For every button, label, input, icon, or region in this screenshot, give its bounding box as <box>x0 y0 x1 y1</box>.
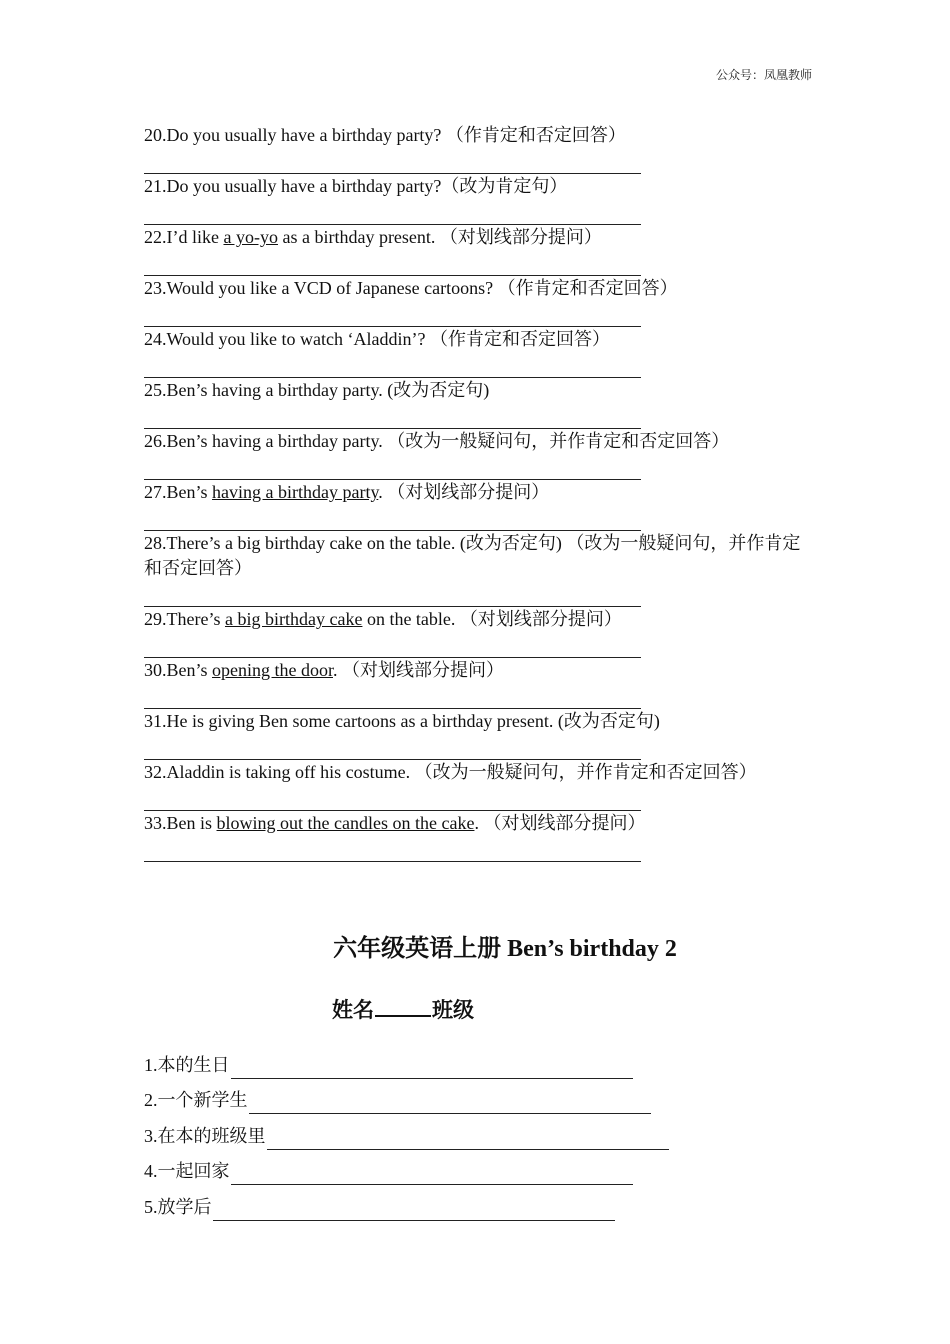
question-prefix: 33.Ben is <box>144 813 217 833</box>
question-prefix: 28.There’s a big birthday cake on the table. (改为否定句) <box>144 533 567 553</box>
question-item <box>144 225 814 276</box>
question-text <box>144 429 814 454</box>
answer-line[interactable] <box>144 683 641 709</box>
question-item <box>144 760 814 811</box>
question-prefix: 27.Ben’s <box>144 482 213 502</box>
question-prefix: 21.Do you usually have a birthday party? <box>144 176 442 196</box>
question-item <box>144 378 814 429</box>
vocab-list <box>144 1043 669 1221</box>
vocab-item <box>144 1185 669 1221</box>
answer-line[interactable] <box>144 352 641 378</box>
answer-line[interactable] <box>144 632 641 658</box>
answer-line[interactable] <box>144 199 641 225</box>
question-item <box>144 276 814 327</box>
instruction-note: （作肯定和否定回答） <box>497 278 678 298</box>
section-title: 六年级英语上册 Ben’s birthday 2 <box>333 936 677 962</box>
question-item <box>144 658 814 709</box>
answer-line[interactable] <box>144 581 641 607</box>
instruction-note: （对划线部分提问） <box>387 482 550 502</box>
question-text <box>144 327 814 352</box>
question-prefix: 31.He is giving Ben some cartoons as a birthday present. (改为否定句) <box>144 711 660 731</box>
vocab-answer-line[interactable] <box>231 1164 633 1185</box>
question-prefix: 30.Ben’s <box>144 660 213 680</box>
answer-line[interactable] <box>144 403 641 429</box>
question-suffix: . <box>333 660 342 680</box>
vocab-label: 4.一起回家 <box>144 1161 230 1181</box>
answer-line[interactable] <box>144 148 641 174</box>
vocab-label: 1.本的生日 <box>144 1054 230 1075</box>
question-text <box>144 531 814 581</box>
vocab-answer-line[interactable] <box>249 1093 651 1114</box>
vocab-answer-line[interactable] <box>267 1129 669 1150</box>
vocab-item <box>144 1150 669 1186</box>
question-list <box>144 123 814 862</box>
instruction-note: （改为一般疑问句，并作肯定和否定回答） <box>387 431 730 451</box>
question-prefix: 22.I’d like <box>144 227 224 247</box>
question-prefix: 26.Ben’s having a birthday party. <box>144 431 388 451</box>
question-text <box>144 276 814 301</box>
answer-line[interactable] <box>144 836 641 862</box>
question-item <box>144 123 814 174</box>
instruction-note: （作肯定和否定回答） <box>445 125 626 145</box>
vocab-item <box>144 1079 669 1115</box>
name-blank[interactable] <box>375 995 431 1017</box>
question-text <box>144 760 814 785</box>
vocab-answer-line[interactable] <box>213 1200 615 1221</box>
instruction-note: （对划线部分提问） <box>483 813 646 833</box>
question-text <box>144 658 814 683</box>
answer-line[interactable] <box>144 454 641 480</box>
question-prefix: 32.Aladdin is taking off his costume. <box>144 762 415 782</box>
class-label: 班级 <box>432 998 474 1022</box>
question-text <box>144 480 814 505</box>
answer-line[interactable] <box>144 505 641 531</box>
question-text <box>144 225 814 250</box>
question-item <box>144 607 814 658</box>
instruction-note: （对划线部分提问） <box>342 660 504 680</box>
underlined-phrase: having a birthday party <box>212 482 379 502</box>
name-label: 姓名 <box>332 998 374 1022</box>
vocab-answer-line[interactable] <box>231 1058 633 1079</box>
name-class-line <box>332 994 474 1024</box>
underlined-phrase: blowing out the candles on the cake <box>216 813 475 833</box>
instruction-note: （对划线部分提问） <box>459 609 622 629</box>
question-suffix: on the table. <box>362 609 460 629</box>
question-text <box>144 709 814 734</box>
answer-line[interactable] <box>144 734 641 760</box>
header-text: 公众号：凤凰教师 <box>715 68 812 82</box>
underlined-phrase: opening the door <box>212 660 333 680</box>
vocab-item <box>144 1114 669 1150</box>
question-prefix: 20.Do you usually have a birthday party? <box>144 125 446 145</box>
vocab-label: 3.在本的班级里 <box>144 1125 266 1146</box>
vocab-label: 2.一个新学生 <box>144 1090 248 1110</box>
question-suffix: . <box>378 482 388 502</box>
instruction-note: （改为一般疑问句，并作肯定和否定回答） <box>144 533 801 578</box>
question-item <box>144 709 814 760</box>
question-prefix: 23.Would you like a VCD of Japanese cartoons? <box>144 278 498 298</box>
answer-line[interactable] <box>144 250 641 276</box>
question-suffix: as a birthday present. <box>277 227 440 247</box>
question-item <box>144 480 814 531</box>
underlined-phrase: a yo-yo <box>223 227 278 247</box>
question-suffix: . <box>474 813 484 833</box>
question-text <box>144 811 814 836</box>
vocab-label: 5.放学后 <box>144 1196 212 1217</box>
instruction-note: （对划线部分提问） <box>439 227 602 247</box>
vocab-item <box>144 1043 669 1079</box>
question-item <box>144 327 814 378</box>
question-text <box>144 174 814 199</box>
question-item <box>144 429 814 480</box>
answer-line[interactable] <box>144 785 641 811</box>
underlined-phrase: a big birthday cake <box>224 609 363 629</box>
answer-line[interactable] <box>144 301 641 327</box>
question-prefix: 24.Would you like to watch ‘Aladdin’? <box>144 329 430 349</box>
question-item <box>144 531 814 607</box>
instruction-note: （改为一般疑问句，并作肯定和否定回答） <box>414 762 757 782</box>
question-text <box>144 378 814 403</box>
instruction-note: （改为肯定句） <box>441 176 568 196</box>
question-prefix: 25.Ben’s having a birthday party. (改为否定句) <box>144 380 490 400</box>
instruction-note: （作肯定和否定回答） <box>430 329 610 349</box>
question-text <box>144 607 814 632</box>
question-item <box>144 811 814 862</box>
question-text <box>144 123 814 148</box>
question-prefix: 29.There’s <box>144 609 225 629</box>
question-item <box>144 174 814 225</box>
